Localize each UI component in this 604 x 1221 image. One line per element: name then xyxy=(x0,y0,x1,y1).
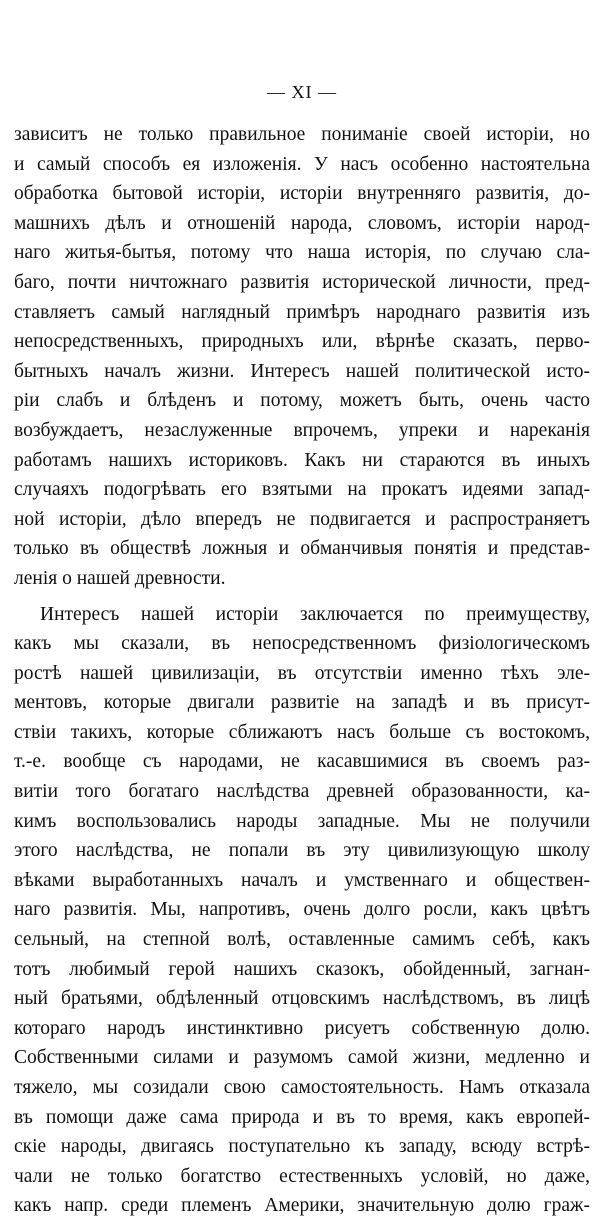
text-line: чали не только богатство естественныхъ условій, но даже, xyxy=(14,1165,590,1187)
text-line: ставляетъ самый наглядный примѣръ народнаго развитія изъ xyxy=(14,301,590,323)
text-line: обработка бытовой исторіи, исторіи внутренняго развитія, до- xyxy=(14,183,590,205)
text-line: сельный, на степной волѣ, оставленные самимъ себѣ, какъ xyxy=(14,929,590,951)
text-line: Интересъ нашей исторіи заключается по преимуществу, xyxy=(40,603,590,625)
text-line: витіи того богатаго наслѣдства древней образованности, ка- xyxy=(14,781,590,803)
text-line: непосредственныхъ, природныхъ или, вѣрнѣе сказать, перво- xyxy=(14,331,590,353)
body-text xyxy=(14,120,590,1221)
text-line: бытныхъ началъ жизни. Интересъ нашей политической исто- xyxy=(14,360,590,382)
text-line: наго житья-бытья, потому что наша исторія, по случаю сла- xyxy=(14,242,590,264)
text-line: скіе народы, двигаясь поступательно къ западу, всюду встрѣ- xyxy=(14,1136,590,1158)
text-line: кимъ воспользовались народы западные. Мы не получили xyxy=(14,810,590,832)
text-line: случаяхъ подогрѣвать его взятыми на прокатъ идеями запад- xyxy=(14,479,590,501)
paragraph-2 xyxy=(14,600,590,1221)
text-line: въ помощи даже сама природа и въ то время, какъ европей- xyxy=(14,1106,590,1128)
text-line: этого наслѣдства, не попали въ эту цивилизующую школу xyxy=(14,840,590,862)
text-line: баго, почти ничтожнаго развитія исторической личности, пред- xyxy=(14,271,590,293)
paragraph-1 xyxy=(14,120,590,594)
text-line: ной исторіи, дѣло впередъ не подвигается и распространяетъ xyxy=(14,508,590,530)
text-line: ментовъ, которые двигали развитіе на западѣ и въ присут- xyxy=(14,692,590,714)
text-line: ствіи такихъ, которые сближаютъ насъ больше съ востокомъ, xyxy=(14,721,590,743)
text-line: котораго народъ инстинктивно рисуетъ собственную долю. xyxy=(14,1017,590,1039)
text-line: наго развитія. Мы, напротивъ, очень долго росли, какъ цвѣтъ xyxy=(14,899,590,921)
text-line: ный братьями, обдѣленный отцовскимъ наслѣдствомъ, въ лицѣ xyxy=(14,988,590,1010)
text-line: вѣками выработанныхъ началъ и умственнаго и обществен- xyxy=(14,869,590,891)
text-line: работамъ нашихъ историковъ. Какъ ни стараются въ иныхъ xyxy=(14,449,590,471)
text-line: возбуждаетъ, незаслуженные впрочемъ, упреки и нареканія xyxy=(14,419,590,441)
text-line: машнихъ дѣлъ и отношеній народа, словомъ, исторіи народ- xyxy=(14,212,590,234)
text-line: ростѣ нашей цивилизаціи, въ отсутствіи именно тѣхъ эле- xyxy=(14,662,590,684)
text-line: зависитъ не только правильное пониманіе своей исторіи, но xyxy=(14,124,590,145)
text-line: и самый способъ ея изложенія. У насъ особенно настоятельна xyxy=(14,153,590,175)
page-number: — XI — xyxy=(267,82,337,102)
text-line: т.-е. вообще съ народами, не касавшимися въ своемъ раз- xyxy=(14,751,590,773)
text-line: какъ напр. среди племенъ Америки, значительную долю граж- xyxy=(14,1195,590,1217)
text-line: Собственными силами и разумомъ самой жизни, медленно и xyxy=(14,1047,590,1069)
text-line: какъ мы сказали, въ непосредственномъ физіологическомъ xyxy=(14,633,590,655)
text-line: только въ обществѣ ложныя и обманчивыя понятія и представ- xyxy=(14,538,590,560)
text-line: ленія о нашей древности. xyxy=(14,567,226,589)
text-line: тяжело, мы созидали свою самостоятельность. Намъ отказала xyxy=(14,1077,590,1098)
text-line: тотъ любимый герой нашихъ сказокъ, обойденный, загнан- xyxy=(14,958,590,980)
text-line: ріи слабъ и блѣденъ и потому, можетъ быть, очень часто xyxy=(14,390,590,412)
